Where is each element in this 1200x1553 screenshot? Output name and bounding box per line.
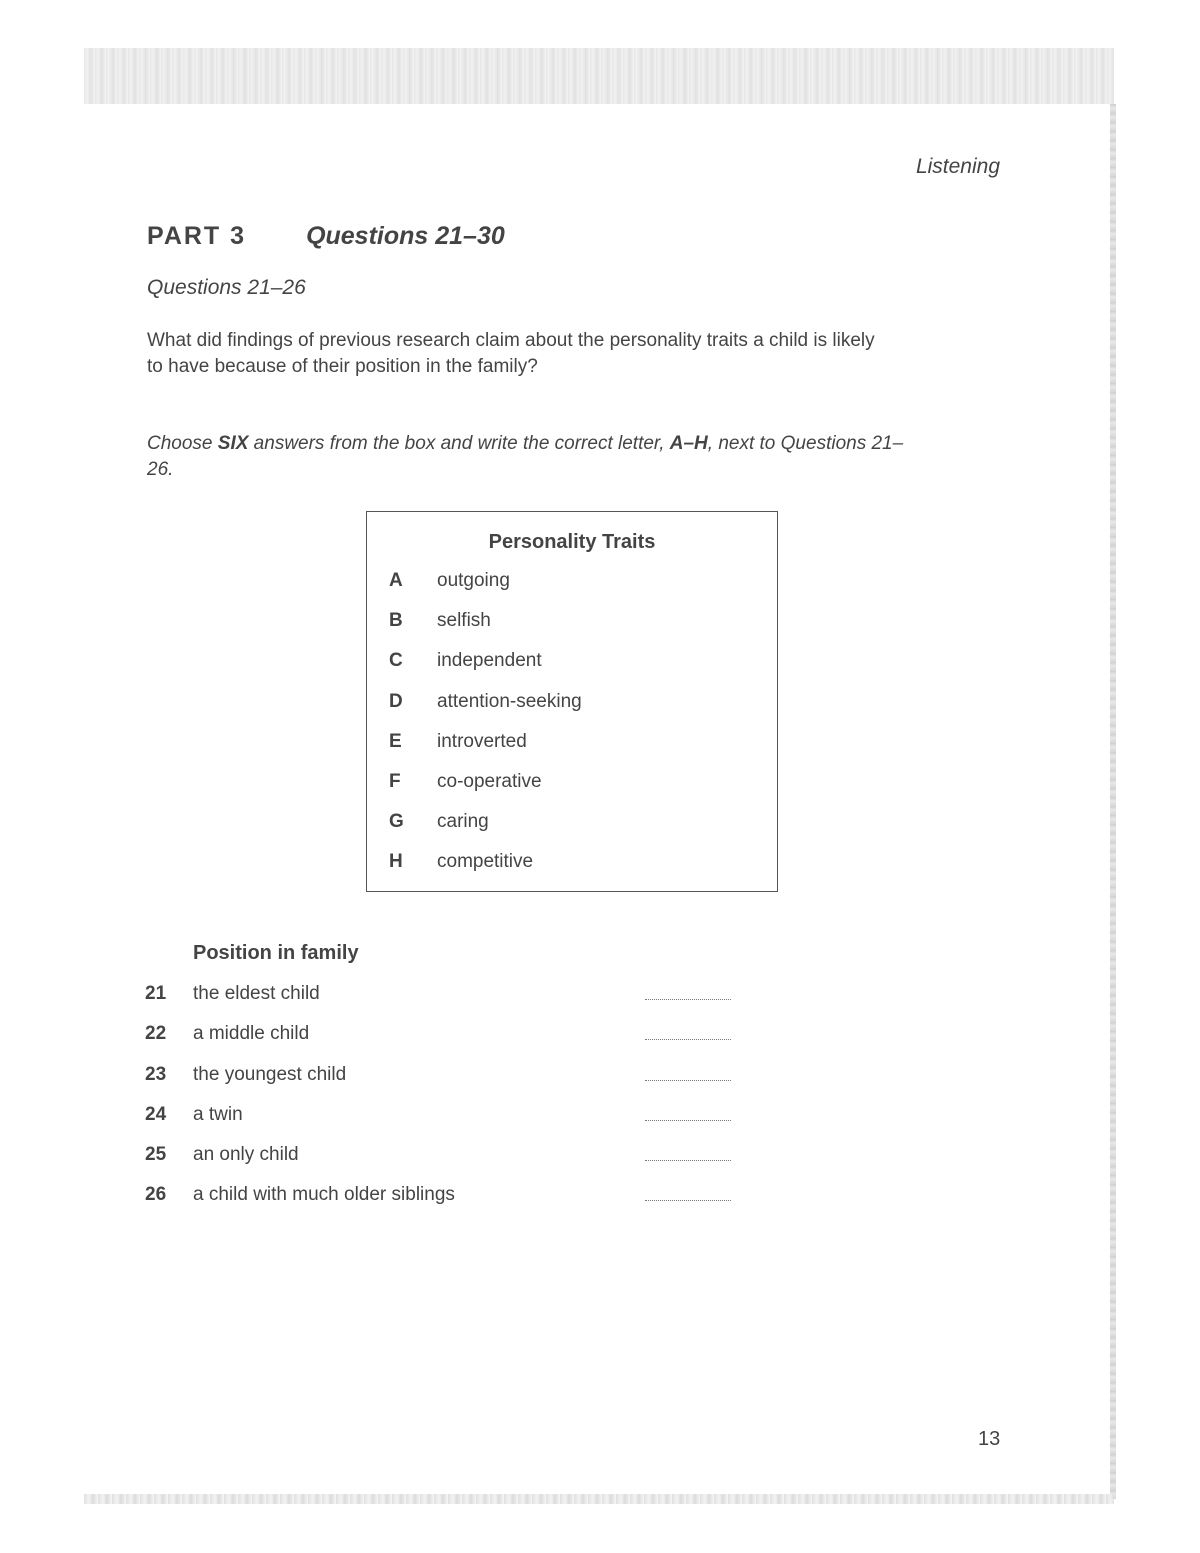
question-number: 24 <box>145 1103 167 1125</box>
page-number: 13 <box>978 1428 1001 1450</box>
question-number: 22 <box>145 1023 167 1045</box>
trait-label: independent <box>437 650 542 672</box>
instruction-post: , next to Questions 21–26. <box>147 433 904 480</box>
question-label: a twin <box>193 1103 243 1125</box>
question-number: 26 <box>145 1184 167 1206</box>
trait-letter: D <box>389 690 403 712</box>
scan-edge-top <box>84 48 1114 104</box>
instruction-mid: answers from the box and write the correct letter, <box>248 433 670 454</box>
trait-letter: E <box>389 730 402 752</box>
position-heading: Position in family <box>193 942 359 964</box>
trait-label: attention-seeking <box>437 690 582 712</box>
trait-label: caring <box>437 811 489 833</box>
scan-edge-bottom <box>84 1494 1114 1504</box>
trait-letter: H <box>389 851 403 873</box>
answer-blank[interactable] <box>645 985 731 1000</box>
question-label: the eldest child <box>193 983 320 1004</box>
question-row <box>145 1064 731 1104</box>
trait-item <box>389 691 582 731</box>
question-prompt: What did findings of previous research claim about the personality traits a child is likely to have because of their position in the family? <box>147 330 875 377</box>
trait-letter: B <box>389 610 403 632</box>
trait-label: competitive <box>437 851 534 873</box>
answer-blank[interactable] <box>645 1066 731 1081</box>
trait-label: co-operative <box>437 770 542 792</box>
personality-traits-box <box>366 511 778 892</box>
trait-item <box>389 610 582 650</box>
question-label: an only child <box>193 1144 299 1166</box>
answer-blank[interactable] <box>645 1106 731 1121</box>
traits-list <box>389 570 582 892</box>
trait-letter: A <box>389 570 403 591</box>
position-list <box>145 983 731 1225</box>
question-label: a child with much older siblings <box>193 1184 455 1206</box>
trait-label: outgoing <box>437 570 510 591</box>
trait-label: selfish <box>437 610 491 632</box>
section-label: Listening <box>915 155 1000 178</box>
trait-item <box>389 771 582 811</box>
traits-box-title: Personality Traits <box>488 531 656 553</box>
trait-letter: C <box>389 650 403 672</box>
question-row <box>145 1104 731 1144</box>
trait-item <box>389 731 582 771</box>
question-row <box>145 983 731 1023</box>
trait-item <box>389 650 582 690</box>
trait-item <box>389 811 582 851</box>
part-heading <box>147 222 505 251</box>
question-label: the youngest child <box>193 1063 347 1085</box>
question-label: a middle child <box>193 1023 310 1045</box>
part-label: PART 3 <box>147 222 247 250</box>
question-number: 25 <box>145 1144 167 1166</box>
question-number: 23 <box>145 1063 167 1085</box>
question-row <box>145 1184 731 1224</box>
trait-item <box>389 851 582 891</box>
trait-letter: G <box>389 811 404 833</box>
question-row <box>145 1023 731 1063</box>
answer-blank[interactable] <box>645 1146 731 1161</box>
trait-item <box>389 570 582 610</box>
subsection-title: Questions 21–26 <box>147 276 306 299</box>
trait-label: introverted <box>437 730 527 752</box>
trait-letter: F <box>389 770 401 792</box>
instruction-six: SIX <box>217 433 249 454</box>
answer-blank[interactable] <box>645 1186 731 1201</box>
answer-blank[interactable] <box>645 1025 731 1040</box>
part-questions-range: Questions 21–30 <box>306 222 505 250</box>
scan-edge-right <box>1110 104 1116 1499</box>
instruction-pre: Choose <box>147 433 218 454</box>
instruction-text <box>147 431 907 483</box>
question-number: 21 <box>145 983 167 1004</box>
instruction-range: A–H <box>669 433 708 454</box>
question-row <box>145 1144 731 1184</box>
